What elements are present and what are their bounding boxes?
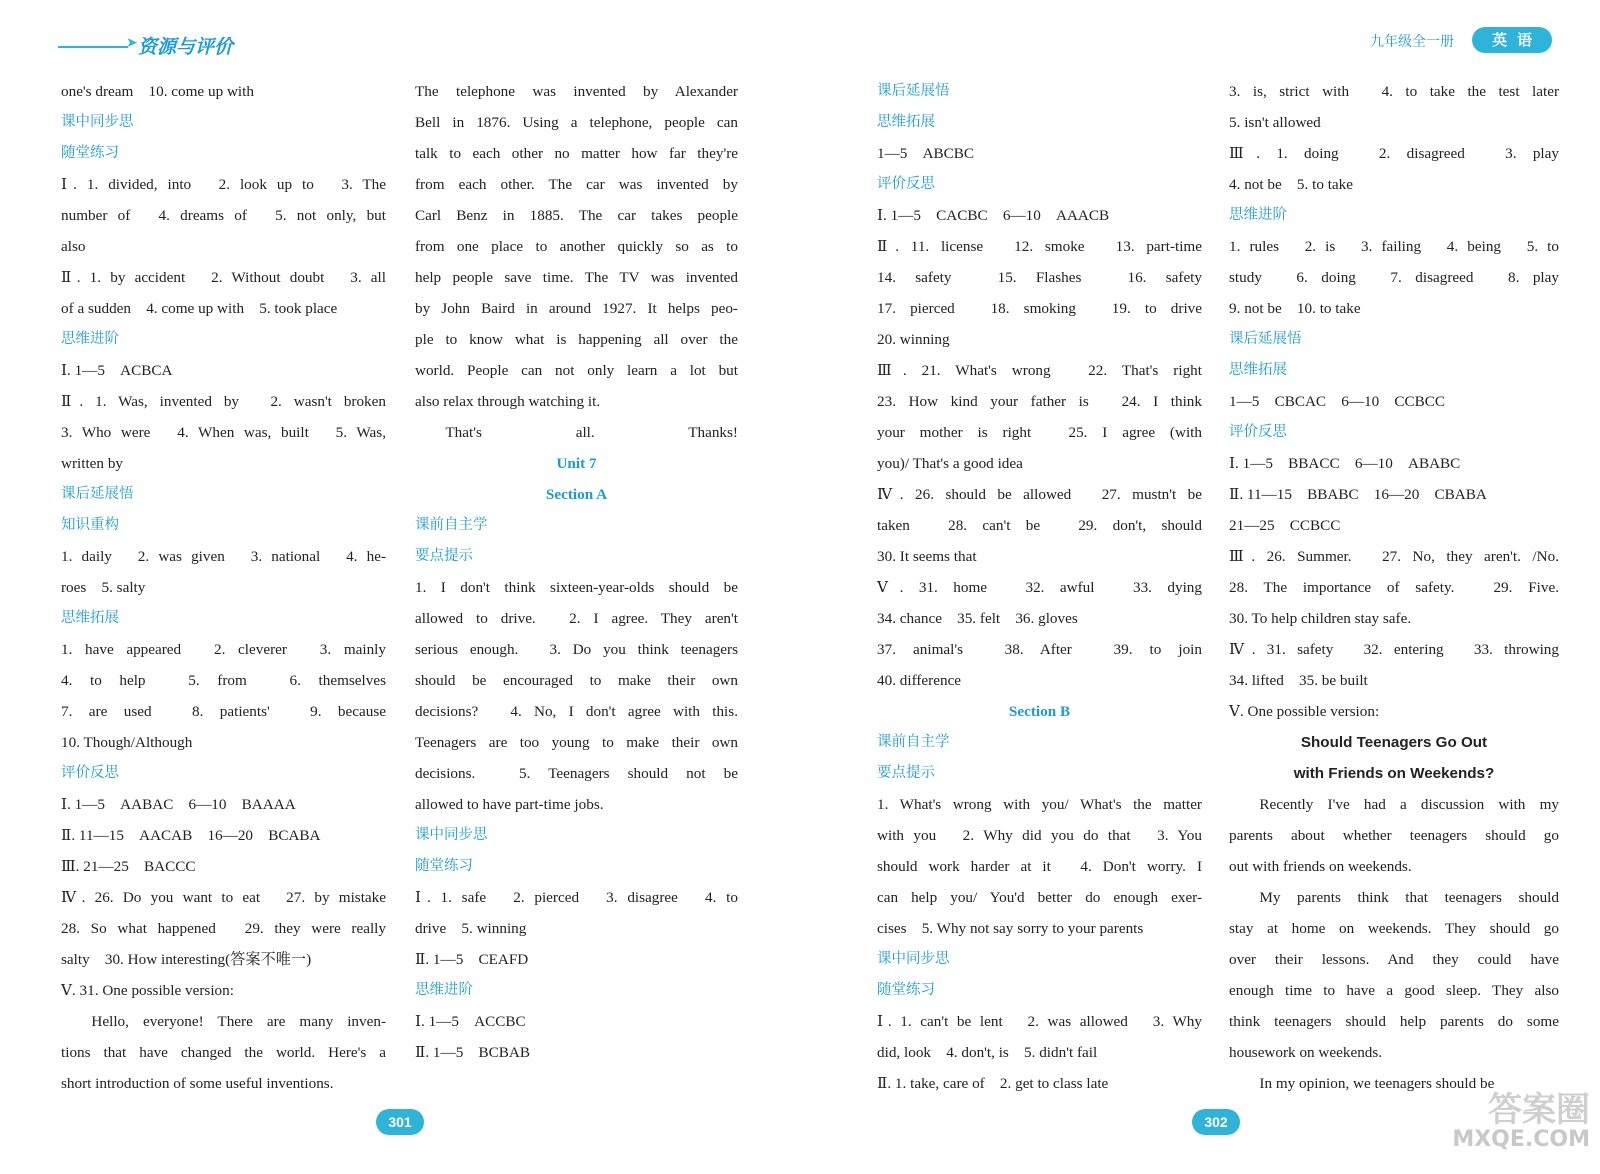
section-heading: 知识重构 xyxy=(61,517,119,533)
answer-line: Ⅰ. 1—5 ACBCA xyxy=(61,362,173,379)
page-number: 301 xyxy=(376,1109,424,1135)
answer-line: also xyxy=(61,238,86,255)
answer-line: Ⅱ. 1—5 CEAFD xyxy=(415,951,529,968)
answer-line: one's dream 10. come up with xyxy=(61,83,254,100)
section-heading: 课中同步思 xyxy=(877,951,950,967)
answer-line: should work harder at it 4. Don't worry. I xyxy=(877,858,1202,875)
answer-line: Ⅴ. One possible version: xyxy=(1229,703,1380,720)
answer-line: ple to know what is happening all over the xyxy=(415,331,738,348)
unit-heading: Section A xyxy=(545,486,608,503)
answer-line: your mother is right 25. I agree (with xyxy=(877,424,1202,441)
paragraph-start: That's all. Thanks! xyxy=(445,424,738,441)
answer-line: 1. I don't think sixteen-year-olds should be xyxy=(415,579,738,596)
section-heading: 思维拓展 xyxy=(877,114,935,130)
answer-line: Ⅲ. 1. doing 2. disagreed 3. play xyxy=(1229,145,1559,162)
unit-heading: Section B xyxy=(1008,703,1071,720)
answer-line: 4. to help 5. from 6. themselves xyxy=(61,672,386,689)
answer-line: help people save time. The TV was invented xyxy=(415,269,738,286)
answer-line: written by xyxy=(61,455,124,472)
answer-line: over their lessons. And they could have xyxy=(1229,951,1559,968)
answer-line: 7. are used 8. patients' 9. because xyxy=(61,703,386,720)
answer-line: 1. have appeared 2. cleverer 3. mainly xyxy=(61,641,386,658)
section-heading: 课前自主学 xyxy=(877,734,950,750)
essay-title: Should Teenagers Go Out xyxy=(1300,734,1488,751)
answer-line: 28. The importance of safety. 29. Five. xyxy=(1229,579,1559,596)
answer-line: Ⅱ. 11. license 12. smoke 13. part-time xyxy=(877,238,1202,255)
answer-line: salty 30. How interesting(答案不唯一) xyxy=(61,951,312,968)
section-heading: 思维进阶 xyxy=(61,331,119,347)
grade-label: 九年级全一册 xyxy=(1370,34,1454,50)
answer-line: of a sudden 4. come up with 5. took place xyxy=(61,300,338,317)
answer-line: with you 2. Why did you do that 3. You xyxy=(877,827,1202,844)
answer-line: should be encouraged to make their own xyxy=(415,672,738,689)
answer-line: Ⅴ. 31. home 32. awful 33. dying xyxy=(877,579,1202,596)
answer-line: talk to each other no matter how far they're xyxy=(415,145,738,162)
paragraph-start: My parents think that teenagers should xyxy=(1259,889,1559,906)
answer-line: 9. not be 10. to take xyxy=(1229,300,1361,317)
answer-line: 30. To help children stay safe. xyxy=(1229,610,1412,627)
answer-line: enough time to have a good sleep. They also xyxy=(1229,982,1559,999)
answer-line: 17. pierced 18. smoking 19. to drive xyxy=(877,300,1202,317)
answer-line: 1. daily 2. was given 3. national 4. he- xyxy=(61,548,386,565)
section-heading: 要点提示 xyxy=(415,548,473,564)
answer-line: decisions? 4. No, I don't agree with this. xyxy=(415,703,738,720)
watermark-text: MXQE.COM xyxy=(1452,1127,1590,1152)
answer-line: 1—5 ABCBC xyxy=(877,145,975,162)
section-heading: 随堂练习 xyxy=(415,858,473,874)
answer-line: allowed to have part-time jobs. xyxy=(415,796,604,813)
answer-line: 30. It seems that xyxy=(877,548,977,565)
answer-line: Ⅱ. 1. take, care of 2. get to class late xyxy=(877,1075,1109,1092)
answer-line: Ⅱ. 1. by accident 2. Without doubt 3. all xyxy=(61,269,386,286)
answer-line: Ⅰ. 1. safe 2. pierced 3. disagree 4. to xyxy=(415,889,738,906)
arrow-icon: ➤ xyxy=(126,36,138,51)
answer-line: roes 5. salty xyxy=(61,579,146,596)
answer-line: number of 4. dreams of 5. not only, but xyxy=(61,207,386,224)
answer-line: 3. is, strict with 4. to take the test later xyxy=(1229,83,1559,100)
section-heading: 思维进阶 xyxy=(415,982,473,998)
answer-line: taken 28. can't be 29. don't, should xyxy=(877,517,1202,534)
answer-line: tions that have changed the world. Here's a xyxy=(61,1044,386,1061)
answer-line: world. People can not only learn a lot but xyxy=(415,362,738,379)
answer-column-1 xyxy=(61,76,386,1099)
answer-line: 20. winning xyxy=(877,331,950,348)
paragraph-start: Hello, everyone! There are many inven- xyxy=(91,1013,386,1030)
section-heading: 思维进阶 xyxy=(1229,207,1287,223)
answer-line: Ⅱ. 11—15 BBABC 16—20 CBABA xyxy=(1229,486,1487,503)
book-header xyxy=(58,30,358,60)
answer-line: Ⅰ. 1—5 BBACC 6—10 ABABC xyxy=(1229,455,1461,472)
section-heading: 课后延展悟 xyxy=(61,486,134,502)
answer-column-4 xyxy=(1229,76,1559,1099)
book-title: 资源与评价 xyxy=(138,36,234,58)
answer-line: cises 5. Why not say sorry to your parents xyxy=(877,920,1144,937)
section-heading: 随堂练习 xyxy=(877,982,935,998)
answer-line: Ⅰ. 1—5 AABAC 6—10 BAAAA xyxy=(61,796,296,813)
answer-line: 1. rules 2. is 3. failing 4. being 5. to xyxy=(1229,238,1559,255)
answer-line: 10. Though/Although xyxy=(61,734,193,751)
answer-line: Ⅲ. 26. Summer. 27. No, they aren't. /No. xyxy=(1229,548,1559,565)
answer-line: 40. difference xyxy=(877,672,962,689)
section-heading: 课后延展悟 xyxy=(1229,331,1302,347)
answer-line: 34. chance 35. felt 36. gloves xyxy=(877,610,1078,627)
header-rule xyxy=(58,46,128,48)
answer-line: 28. So what happened 29. they were really xyxy=(61,920,386,937)
section-heading: 评价反思 xyxy=(1229,424,1287,440)
answer-line: out with friends on weekends. xyxy=(1229,858,1412,875)
answer-line: serious enough. 3. Do you think teenagers xyxy=(415,641,738,658)
section-heading: 课中同步思 xyxy=(415,827,488,843)
answer-line: from one place to another quickly so as to xyxy=(415,238,738,255)
answer-line: you)/ That's a good idea xyxy=(877,455,1023,472)
answer-line: allowed to drive. 2. I agree. They aren't xyxy=(415,610,738,627)
section-heading: 课前自主学 xyxy=(415,517,488,533)
answer-line: decisions. 5. Teenagers should not be xyxy=(415,765,738,782)
section-heading: 思维拓展 xyxy=(1229,362,1287,378)
answer-line: from each other. The car was invented by xyxy=(415,176,738,193)
answer-line: 34. lifted 35. be built xyxy=(1229,672,1368,689)
essay-title: with Friends on Weekends? xyxy=(1293,765,1495,782)
answer-line: 1—5 CBCAC 6—10 CCBCC xyxy=(1229,393,1446,410)
page-number: 302 xyxy=(1192,1109,1240,1135)
answer-line: Bell in 1876. Using a telephone, people can xyxy=(415,114,738,131)
paragraph-start: Recently I've had a discussion with my xyxy=(1259,796,1559,813)
answer-line: 23. How kind your father is 24. I think xyxy=(877,393,1202,410)
answer-line: Carl Benz in 1885. The car takes people xyxy=(415,207,738,224)
right-page xyxy=(810,0,1600,1174)
section-heading: 评价反思 xyxy=(61,765,119,781)
answer-line: drive 5. winning xyxy=(415,920,527,937)
watermark-logo: 答案圈 xyxy=(1488,1090,1590,1130)
section-heading: 课后延展悟 xyxy=(877,83,950,99)
answer-line: Ⅰ. 1—5 ACCBC xyxy=(415,1013,526,1030)
subject-badge: 英语 xyxy=(1472,27,1552,53)
answer-line: housework on weekends. xyxy=(1229,1044,1383,1061)
section-heading: 要点提示 xyxy=(877,765,935,781)
answer-line: 1. What's wrong with you/ What's the matter xyxy=(877,796,1202,813)
answer-line: Ⅴ. 31. One possible version: xyxy=(61,982,234,999)
answer-line: Ⅱ. 1—5 BCBAB xyxy=(415,1044,530,1061)
answer-column-2 xyxy=(415,76,738,1068)
answer-line: Ⅲ. 21. What's wrong 22. That's right xyxy=(877,362,1202,379)
section-heading: 评价反思 xyxy=(877,176,935,192)
answer-line: can help you/ You'd better do enough exer- xyxy=(877,889,1202,906)
answer-line: by John Baird in around 1927. It helps peo- xyxy=(415,300,738,317)
paragraph-start: In my opinion, we teenagers should be xyxy=(1259,1075,1495,1092)
answer-line: short introduction of some useful inventions. xyxy=(61,1075,334,1092)
answer-line: did, look 4. don't, is 5. didn't fail xyxy=(877,1044,1098,1061)
answer-line: Ⅱ. 1. Was, invented by 2. wasn't broken xyxy=(61,393,386,410)
answer-line: Ⅳ. 26. should be allowed 27. mustn't be xyxy=(877,486,1202,503)
section-heading: 课中同步思 xyxy=(61,114,134,130)
answer-column-3 xyxy=(877,76,1202,1099)
answer-line: Ⅳ. 26. Do you want to eat 27. by mistake xyxy=(61,889,386,906)
answer-line: 21—25 CCBCC xyxy=(1229,517,1341,534)
answer-line: stay at home on weekends. They should go xyxy=(1229,920,1559,937)
unit-heading: Unit 7 xyxy=(556,455,597,472)
answer-line: 14. safety 15. Flashes 16. safety xyxy=(877,269,1202,286)
answer-line: 3. Who were 4. When was, built 5. Was, xyxy=(61,424,386,441)
answer-line: also relax through watching it. xyxy=(415,393,601,410)
answer-line: 5. isn't allowed xyxy=(1229,114,1321,131)
answer-line: study 6. doing 7. disagreed 8. play xyxy=(1229,269,1559,286)
left-page xyxy=(0,0,790,1174)
answer-line: 4. not be 5. to take xyxy=(1229,176,1354,193)
watermark xyxy=(1440,1082,1590,1152)
answer-line: 37. animal's 38. After 39. to join xyxy=(877,641,1202,658)
section-heading: 思维拓展 xyxy=(61,610,119,626)
answer-line: Ⅳ. 31. safety 32. entering 33. throwing xyxy=(1229,641,1559,658)
answer-line: Ⅰ. 1. divided, into 2. look up to 3. The xyxy=(61,176,386,193)
answer-line: Ⅱ. 11—15 AACAB 16—20 BCABA xyxy=(61,827,321,844)
section-heading: 随堂练习 xyxy=(61,145,119,161)
answer-line: Teenagers are too young to make their own xyxy=(415,734,738,751)
answer-line: Ⅲ. 21—25 BACCC xyxy=(61,858,196,875)
answer-line: think teenagers should help parents do some xyxy=(1229,1013,1559,1030)
answer-line: Ⅰ. 1. can't be lent 2. was allowed 3. Why xyxy=(877,1013,1202,1030)
answer-line: parents about whether teenagers should go xyxy=(1229,827,1559,844)
answer-line: Ⅰ. 1—5 CACBC 6—10 AAACB xyxy=(877,207,1110,224)
answer-line: The telephone was invented by Alexander xyxy=(415,83,738,100)
